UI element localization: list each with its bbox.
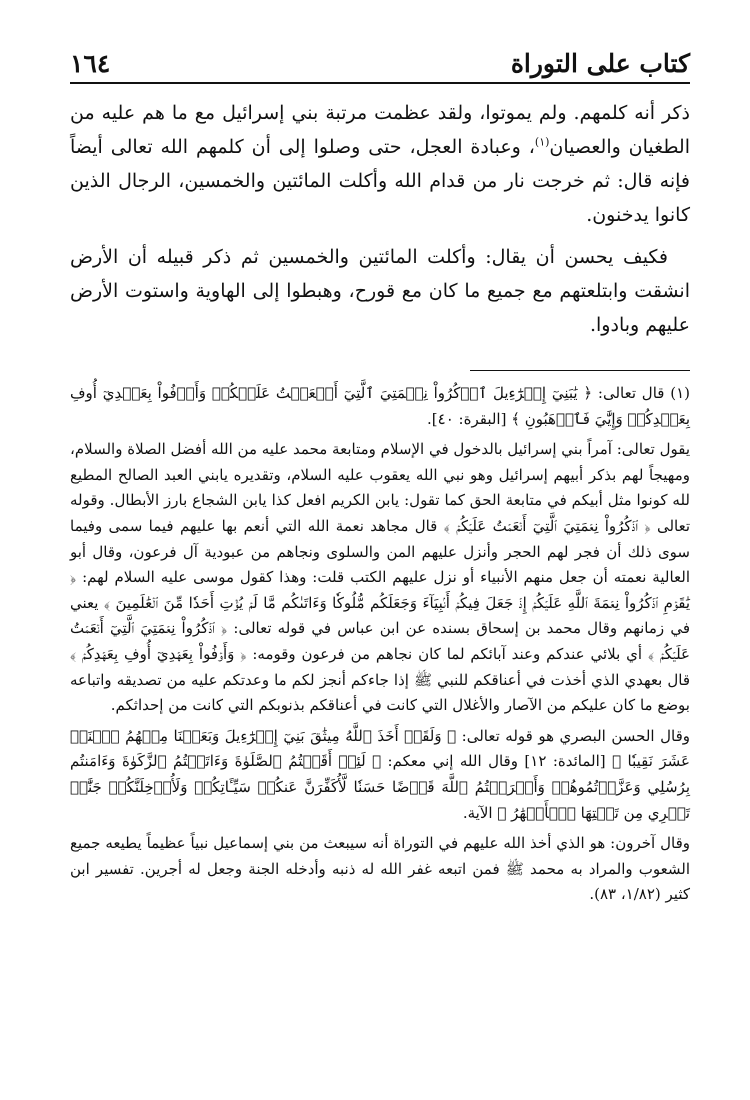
main-paragraph: فكيف يحسن أن يقال: وأكلت المائتين والخمسين ثم ذكر قبيله أن الأرض انشقت وابتلعتهم مع جميع ما كان مع قورح، وهبطوا إلى الهاوية واستوت الأرض عليهم وبادوا. bbox=[70, 246, 690, 336]
running-title: كتاب على التوراة bbox=[510, 49, 690, 78]
footnote-paragraph: يقول تعالى: آمراً بني إسرائيل بالدخول في الإسلام ومتابعة محمد عليه من الله أفضل الصلاة والسلام، ومهيجاً لهم بذكر أبيهم إسرائيل وهو نبي الله يعقوب عليه السلام، وتقديره يابني العبد الصالح المطيع لله كونوا مثل أبيكم في متابعة الحق كما تقول: يابن الكريم افعل كذا يابن الشجاع بارز الأبطال. وقوله تعالى ﴿ ٱذۡكُرُواْ نِعۡمَتِيَ ٱلَّتِيٓ أَنۡعَمۡتُ عَلَيۡكُمۡ ﴾ قال مجاهد نعمة الله التي أنعم بها عليهم فيما سمى وفيما سوى ذلك أن فجر لهم الحجر وأنزل عليهم المن والسلوى ونجاهم من عبودية آل فرعون، وقال أبو العالية نعمته أن جعل منهم الأنبياء أو نزل عليهم الكتب قلت: وهذا كقول موسى عليه السلام لهم: ﴿ يَٰقَوۡمِ ٱذۡكُرُواْ نِعۡمَةَ ٱللَّهِ عَلَيۡكُمۡ إِذۡ جَعَلَ فِيكُمۡ أَنۢبِيَآءَ وَجَعَلَكُم مُّلُوكٗا وَءَاتَىٰكُم مَّا لَمۡ يُؤۡتِ أَحَدٗا مِّنَ ٱلۡعَٰلَمِينَ ﴾ يعني في زمانهم وقال محمد بن إسحاق بسنده عن ابن عباس في قوله تعالى: ﴿ ٱذۡكُرُواْ نِعۡمَتِيَ ٱلَّتِيٓ أَنۡعَمۡتُ عَلَيۡكُمۡ ﴾ أي بلائي عندكم وعند آبائكم لما كان نجاهم من فرعون وقومه: ﴿ وَأَوۡفُواْ بِعَهۡدِيٓ أُوفِ بِعَهۡدِكُمۡ ﴾ قال بعهدي الذي أخذت في أعناقكم للنبي ﷺ إذا جاءكم أنجز لكم ما وعدتكم عليه من تصديقه واتباعه بوضع ما كان عليكم من الآصار والأغلال التي كانت في أعناقكم بذنوبكم التي كانت من إحداثكم. bbox=[70, 440, 690, 715]
footnote-separator bbox=[470, 370, 690, 371]
footnote-reference[interactable]: (١) bbox=[534, 135, 550, 149]
footnotes bbox=[70, 381, 690, 908]
footnote-paragraph: وقال آخرون: هو الذي أخذ الله عليهم في التوراة أنه سيبعث من بني إسماعيل نبياً عظيماً يطيعه جميع الشعوب والمراد به محمد ﷺ فمن اتبعه غفر الله له ذنبه وأدخله الجنة وجعل له أجرين. تفسير ابن كثير (١/٨٢، ٨٣). bbox=[70, 834, 690, 904]
page-header bbox=[70, 40, 690, 84]
footnote-paragraph: وقال الحسن البصري هو قوله تعالى: ﴿ وَلَقَدۡ أَخَذَ ٱللَّهُ مِيثَٰقَ بَنِيٓ إِسۡرَٰٓءِيلَ وَبَعَثۡنَا مِنۡهُمُ ٱثۡنَيۡ عَشَرَ نَقِيبٗا ﴾ [المائدة: ١٢] وقال الله إني معكم: ﴿ لَئِنۡ أَقَمۡتُمُ ٱلصَّلَوٰةَ وَءَاتَيۡتُمُ ٱلزَّكَوٰةَ وَءَامَنتُم بِرُسُلِي وَعَزَّرۡتُمُوهُمۡ وَأَقۡرَضۡتُمُ ٱللَّهَ قَرۡضًا حَسَنٗا لَّأُكَفِّرَنَّ عَنكُمۡ سَيِّـَٔاتِكُمۡ وَلَأُدۡخِلَنَّكُمۡ جَنَّٰتٖ تَجۡرِي مِن تَحۡتِهَا ٱلۡأَنۡهَٰرُ ﴾ الآية. bbox=[70, 726, 690, 822]
paragraph-text: ، وعبادة العجل، حتى وصلوا إلى أن كلمهم الله تعالى أيضاً فإنه قال: ثم خرجت نار من قدام الله وأكلت المائتين والخمسين، الرجال الذين كانوا يدخنون. bbox=[70, 136, 690, 226]
paragraph-text: ذكر أنه كلمهم. ولم يموتوا، ولقد عظمت مرتبة بني إسرائيل مع ما هم عليه من الطغيان والعصيان bbox=[70, 102, 690, 158]
main-text bbox=[70, 96, 690, 342]
book-page bbox=[70, 40, 690, 913]
footnote-paragraph: (١) قال تعالى: ﴿ يَٰبَنِيٓ إِسۡرَٰٓءِيلَ ٱذۡكُرُواْ نِعۡمَتِيَ ٱلَّتِيٓ أَنۡعَمۡتُ عَلَيۡكُمۡ وَأَوۡفُواْ بِعَهۡدِيٓ أُوفِ بِعَهۡدِكُمۡ وَإِيَّٰيَ فَٱرۡهَبُونِ ﴾ [البقرة: ٤٠]. bbox=[70, 384, 690, 428]
main-paragraph bbox=[70, 96, 690, 232]
page-number: ١٦٤ bbox=[70, 49, 111, 78]
